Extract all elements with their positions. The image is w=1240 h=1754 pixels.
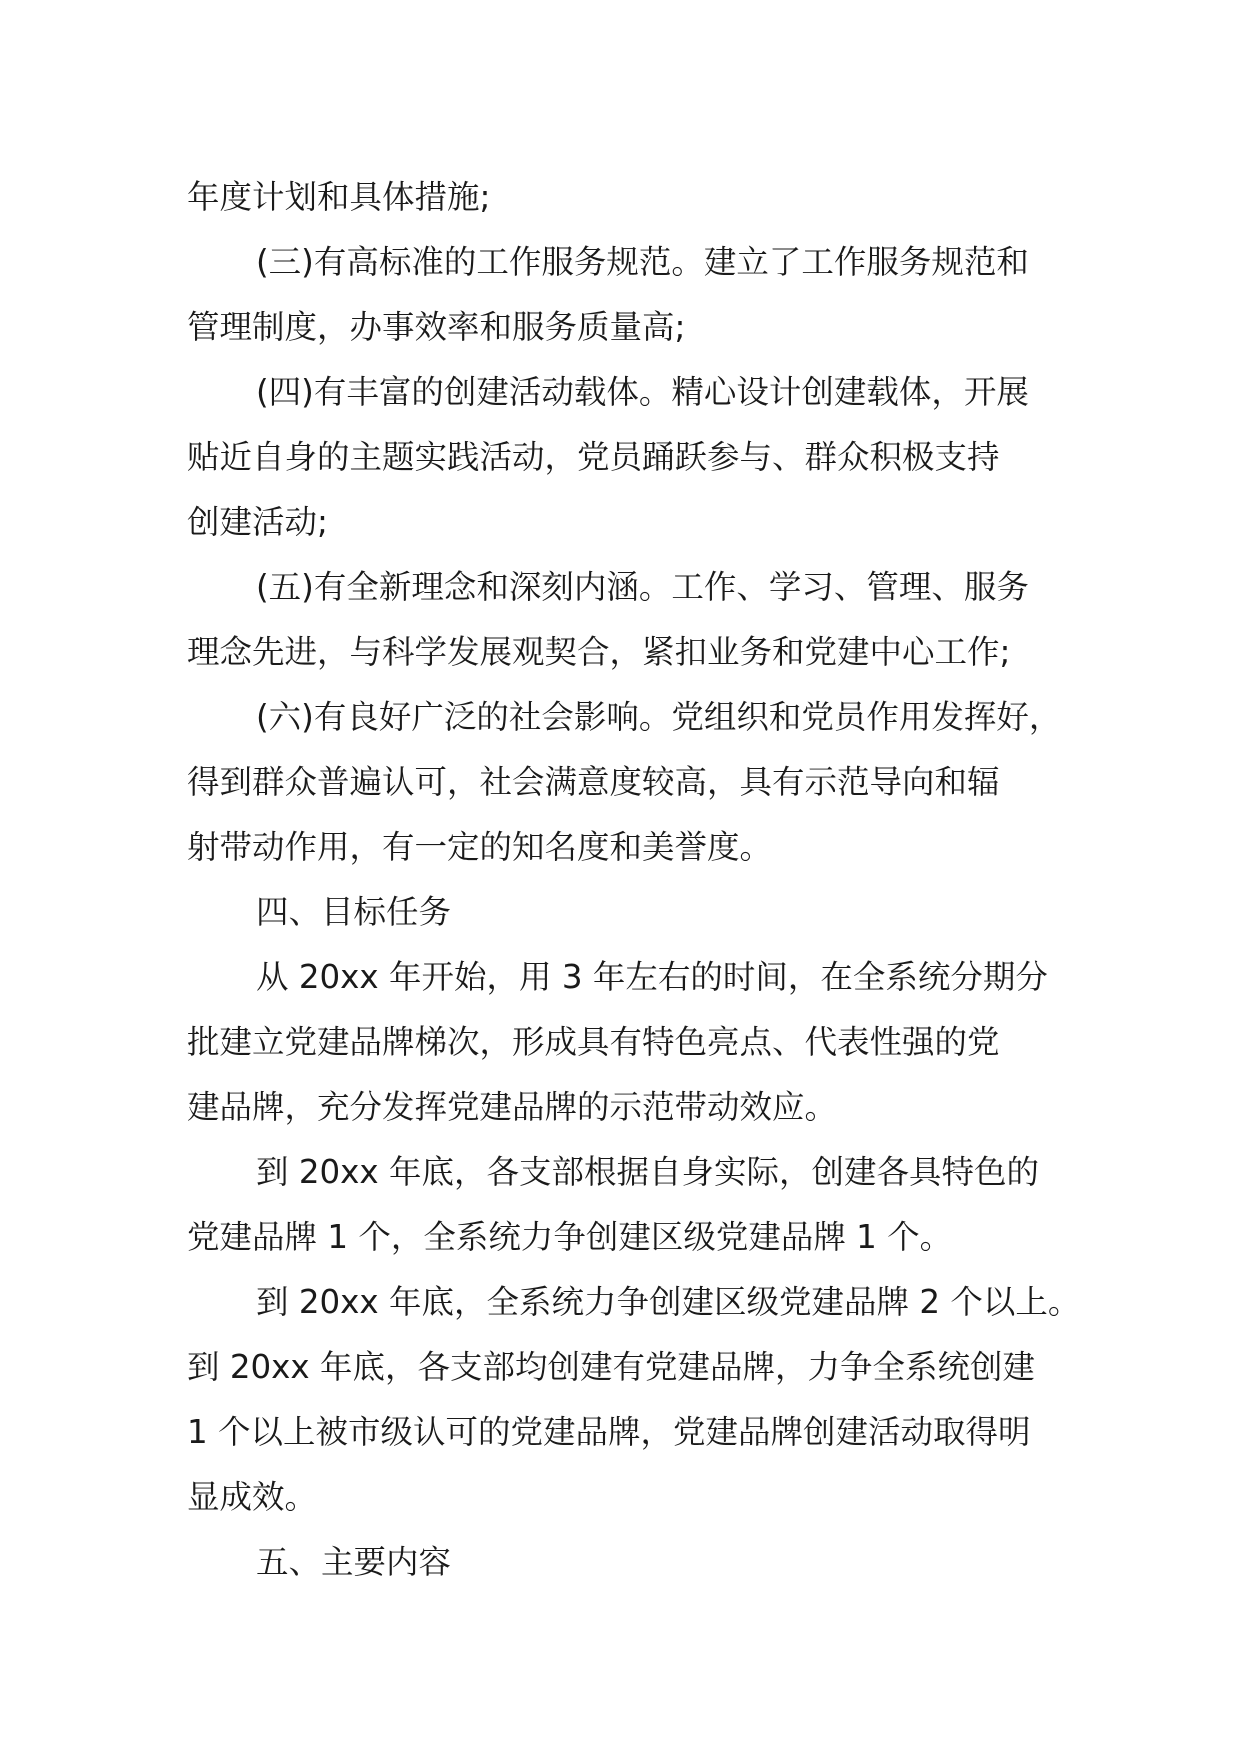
text-line: 射带动作用，有一定的知名度和美誉度。 <box>187 828 773 866</box>
text-line: 建品牌，充分发挥党建品牌的示范带动效应。 <box>187 1088 838 1126</box>
text-line: (四)有丰富的创建活动载体。精心设计创建载体，开展 <box>256 373 1029 411</box>
text-line: 1 个以上被市级认可的党建品牌，党建品牌创建活动取得明 <box>187 1413 1031 1451</box>
text-line: 党建品牌 1 个，全系统力争创建区级党建品牌 1 个。 <box>187 1218 953 1256</box>
text-line: (三)有高标准的工作服务规范。建立了工作服务规范和 <box>256 243 1029 281</box>
text-line: 创建活动; <box>187 503 328 541</box>
text-line: 年度计划和具体措施; <box>187 178 491 216</box>
document-body <box>187 165 1081 1595</box>
text-line: 理念先进，与科学发展观契合，紧扣业务和党建中心工作; <box>187 633 1011 671</box>
text-line: (六)有良好广泛的社会影响。党组织和党员作用发挥好， <box>256 698 1062 736</box>
text-line: 到 20xx 年底，各支部根据自身实际，创建各具特色的 <box>256 1153 1039 1191</box>
text-line: 到 20xx 年底，全系统力争创建区级党建品牌 2 个以上。 <box>256 1283 1081 1321</box>
text-line: (五)有全新理念和深刻内涵。工作、学习、管理、服务 <box>256 568 1029 606</box>
text-line: 得到群众普遍认可，社会满意度较高，具有示范导向和辐 <box>187 763 1000 801</box>
text-line: 贴近自身的主题实践活动，党员踊跃参与、群众积极支持 <box>187 438 1000 476</box>
text-line: 批建立党建品牌梯次，形成具有特色亮点、代表性强的党 <box>187 1023 1000 1061</box>
text-line: 到 20xx 年底，各支部均创建有党建品牌，力争全系统创建 <box>187 1348 1035 1386</box>
text-line: 从 20xx 年开始，用 3 年左右的时间，在全系统分期分 <box>256 958 1048 996</box>
text-line: 显成效。 <box>187 1478 318 1516</box>
text-line: 管理制度，办事效率和服务质量高; <box>187 308 686 346</box>
section-heading: 四、目标任务 <box>256 893 452 931</box>
section-heading: 五、主要内容 <box>256 1543 452 1581</box>
